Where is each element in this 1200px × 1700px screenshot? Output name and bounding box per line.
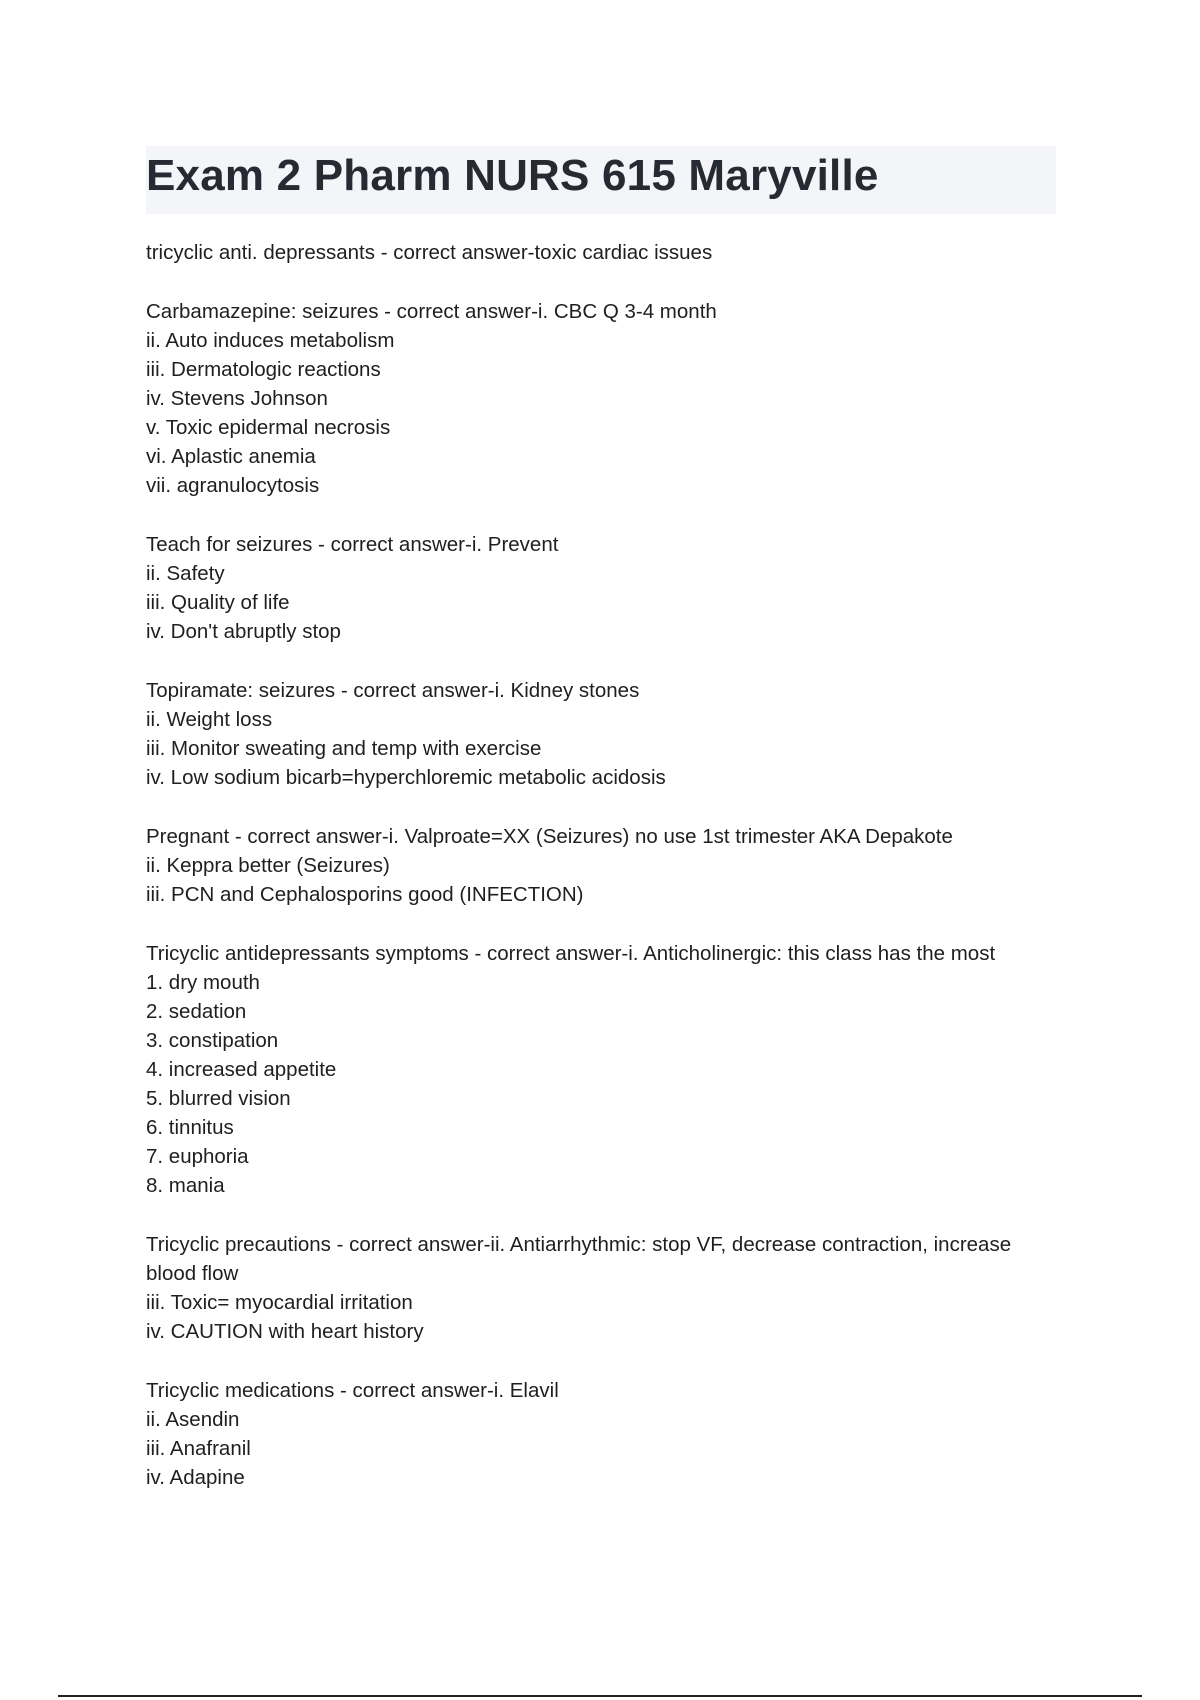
qa-line: Topiramate: seizures - correct answer-i. Kidney stones <box>146 679 640 702</box>
document-title: Exam 2 Pharm NURS 615 Maryville <box>146 151 879 200</box>
qa-line: 3. constipation <box>146 1029 279 1052</box>
qa-item <box>146 676 1046 792</box>
qa-item <box>146 822 1046 909</box>
qa-line: 8. mania <box>146 1174 225 1197</box>
qa-line: ii. Auto induces metabolism <box>146 329 395 352</box>
qa-line: iii. Dermatologic reactions <box>146 358 381 381</box>
qa-line: Carbamazepine: seizures - correct answer-i. CBC Q 3-4 month <box>146 300 717 323</box>
qa-line: Teach for seizures - correct answer-i. Prevent <box>146 533 559 556</box>
qa-line: 4. increased appetite <box>146 1058 337 1081</box>
qa-item <box>146 238 1046 267</box>
qa-line: ii. Safety <box>146 562 225 585</box>
qa-line: iv. Stevens Johnson <box>146 387 328 410</box>
qa-line: 6. tinnitus <box>146 1116 234 1139</box>
qa-line: Pregnant - correct answer-i. Valproate=XX (Seizures) no use 1st trimester AKA Depakote <box>146 825 953 848</box>
qa-line: 5. blurred vision <box>146 1087 291 1110</box>
qa-line: iv. Adapine <box>146 1466 245 1489</box>
qa-item <box>146 297 1046 500</box>
qa-line: ii. Asendin <box>146 1408 240 1431</box>
qa-line: iii. Toxic= myocardial irritation <box>146 1291 413 1314</box>
qa-item <box>146 530 1046 646</box>
qa-line: iii. Quality of life <box>146 591 290 614</box>
qa-item <box>146 939 1046 1200</box>
qa-line: iv. Low sodium bicarb=hyperchloremic metabolic acidosis <box>146 766 666 789</box>
qa-line: Tricyclic precautions - correct answer-ii. Antiarrhythmic: stop VF, decrease contraction, increase blood flow <box>146 1233 1012 1285</box>
qa-line: v. Toxic epidermal necrosis <box>146 416 391 439</box>
qa-line: 2. sedation <box>146 1000 247 1023</box>
qa-line: tricyclic anti. depressants - correct answer-toxic cardiac issues <box>146 241 713 264</box>
qa-line: iii. PCN and Cephalosporins good (INFECTION) <box>146 883 584 906</box>
qa-line: Tricyclic antidepressants symptoms - correct answer-i. Anticholinergic: this class has the most <box>146 942 996 965</box>
qa-line: vii. agranulocytosis <box>146 474 320 497</box>
qa-line: ii. Keppra better (Seizures) <box>146 854 390 877</box>
qa-item <box>146 1230 1046 1346</box>
qa-line: iii. Anafranil <box>146 1437 251 1460</box>
qa-line: ii. Weight loss <box>146 708 273 731</box>
qa-line: iv. CAUTION with heart history <box>146 1320 424 1343</box>
qa-line: iv. Don't abruptly stop <box>146 620 341 643</box>
document-body <box>146 238 1046 1522</box>
footer-divider <box>58 1695 1142 1697</box>
qa-line: 1. dry mouth <box>146 971 260 994</box>
qa-line: 7. euphoria <box>146 1145 249 1168</box>
qa-line: iii. Monitor sweating and temp with exercise <box>146 737 542 760</box>
qa-line: Tricyclic medications - correct answer-i. Elavil <box>146 1379 559 1402</box>
qa-line: vi. Aplastic anemia <box>146 445 316 468</box>
qa-item <box>146 1376 1046 1492</box>
